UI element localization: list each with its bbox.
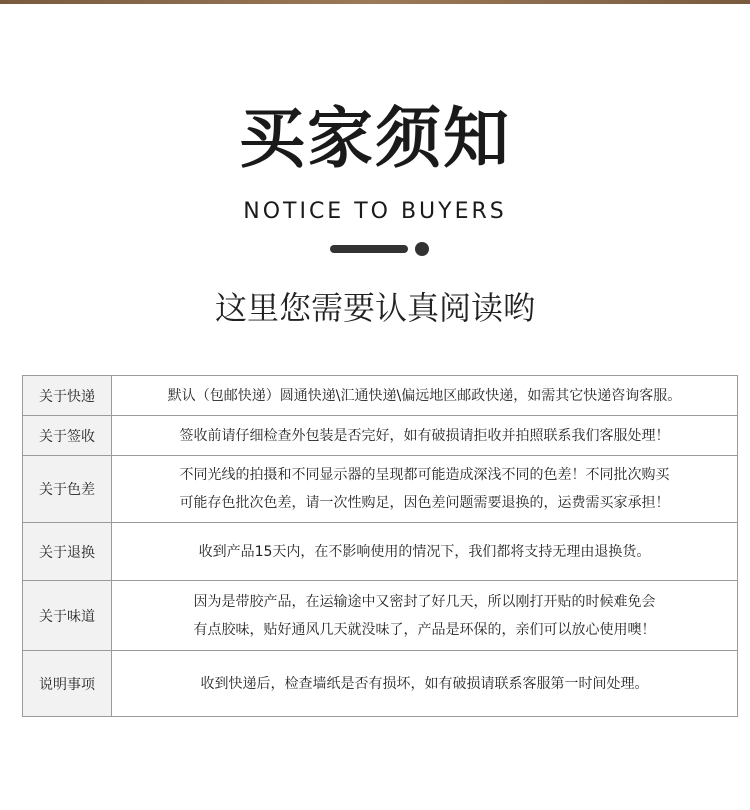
content-line: 默认（包邮快递）圆通快递\汇通快递\偏远地区邮政快递，如需其它快递咨询客服。: [167, 387, 682, 404]
content-line: 收到快递后，检查墙纸是否有损坏，如有破损请联系客服第一时间处理。: [200, 675, 649, 692]
row-content: [112, 651, 738, 717]
table-row: [23, 581, 738, 651]
divider-bar: [330, 245, 408, 253]
row-label: 关于退换: [23, 523, 112, 581]
row-label: 关于签收: [23, 416, 112, 456]
content-line: 签收前请仔细检查外包装是否完好，如有破损请拒收并拍照联系我们客服处理！: [179, 427, 670, 444]
table-row: [23, 456, 738, 523]
content-line: 因为是带胶产品，在运输途中又密封了好几天，所以刚打开贴的时候难免会: [193, 593, 656, 610]
row-content: [112, 376, 738, 416]
content-line: 不同光线的拍摄和不同显示器的呈现都可能造成深浅不同的色差！不同批次购买: [179, 467, 670, 483]
row-label: 说明事项: [23, 651, 112, 717]
row-content: [112, 416, 738, 456]
table-row: [23, 523, 738, 581]
notice-table: [22, 375, 738, 717]
row-content: [112, 581, 738, 651]
table-row: [23, 416, 738, 456]
table-row: [23, 376, 738, 416]
divider-dot: [415, 242, 429, 256]
content-line: 可能存色批次色差，请一次性购足，因色差问题需要退换的，运费需买家承担！: [179, 495, 670, 511]
row-content: [112, 456, 738, 523]
page-subtitle: 这里您需要认真阅读哟: [214, 289, 535, 327]
row-label: 关于快递: [23, 376, 112, 416]
page-title-english: NOTICE TO BUYERS: [243, 199, 507, 224]
row-content: [112, 523, 738, 581]
content-line: 有点胶味，贴好通风几天就没味了，产品是环保的，亲们可以放心使用噢！: [193, 621, 656, 638]
row-label: 关于色差: [23, 456, 112, 523]
title-divider: [330, 242, 430, 256]
page-title: 买家须知: [239, 99, 511, 177]
content-line: 收到产品15天内，在不影响使用的情况下，我们都将支持无理由退换货。: [198, 543, 651, 560]
table-row: [23, 651, 738, 717]
row-label: 关于味道: [23, 581, 112, 651]
top-decorative-bar: [0, 0, 750, 4]
